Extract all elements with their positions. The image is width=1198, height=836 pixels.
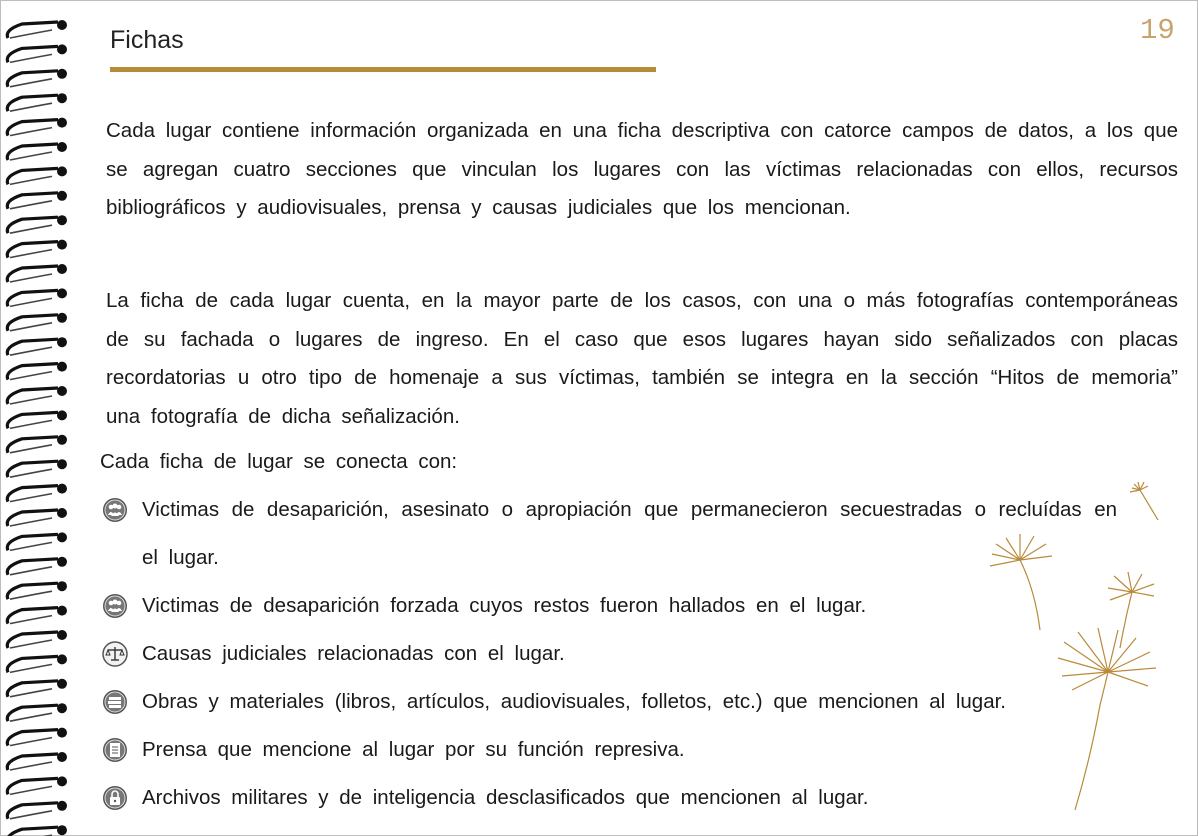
spiral-ring — [7, 728, 67, 746]
spiral-ring — [7, 118, 67, 136]
spiral-ring — [7, 44, 67, 62]
books-icon — [102, 689, 128, 715]
people-icon — [102, 497, 128, 523]
list-item-text: Causas judiciales relacionadas con el lugar. — [142, 642, 565, 665]
spiral-ring — [7, 386, 67, 404]
spiral-ring — [7, 801, 67, 819]
spiral-ring — [7, 508, 67, 526]
spiral-ring — [7, 630, 67, 648]
spiral-binding — [0, 0, 80, 836]
spiral-ring — [7, 752, 67, 770]
spiral-ring — [7, 679, 67, 697]
paragraph-1: Cada lugar contiene información organizada en una ficha descriptiva con catorce campos de datos, a los que se agregan cuatro secciones que vinculan los lugares con las víctimas relacionadas con ellos, recursos bibliográficos y audiovisuales, prensa y causas judiciales que los mencionan. — [106, 119, 1178, 219]
paragraph-2: La ficha de cada lugar cuenta, en la mayor parte de los casos, con una o más fotografías contemporáneas de su fachada o lugares de ingreso. En el caso que esos lugares hayan sido señalizados con placas recordatorias u otro tipo de homenaje a sus víctimas, también se integra en la sección “Hitos de memoria” una fotografía de dicha señalización. — [106, 289, 1178, 428]
scales-icon — [102, 641, 128, 667]
spiral-ring — [7, 240, 67, 258]
list-item-text: Prensa que mencione al lugar por su función represiva. — [142, 738, 685, 761]
spiral-ring — [7, 264, 67, 282]
dandelion-seeds-illustration — [980, 480, 1180, 820]
spiral-ring — [7, 142, 67, 160]
spiral-ring — [7, 313, 67, 331]
list-item-text: Victimas de desaparición, asesinato o apropiación que permanecieron secuestradas o recluídas en el lugar. — [142, 498, 1117, 569]
spiral-ring — [7, 825, 67, 836]
spiral-ring — [7, 532, 67, 550]
list-item-text: Obras y materiales (libros, artículos, audiovisuales, folletos, etc.) que mencionen al lugar. — [142, 690, 1006, 713]
spiral-ring — [7, 362, 67, 380]
spiral-ring — [7, 776, 67, 794]
newspaper-icon — [102, 737, 128, 763]
spiral-ring — [7, 435, 67, 453]
list-intro: Cada ficha de lugar se conecta con: — [100, 450, 458, 473]
spiral-ring — [7, 69, 67, 87]
spiral-ring — [7, 654, 67, 672]
spiral-ring — [7, 410, 67, 428]
spiral-ring — [7, 166, 67, 184]
people-icon — [102, 593, 128, 619]
spiral-ring — [7, 288, 67, 306]
spiral-ring — [7, 484, 67, 502]
spiral-ring — [7, 191, 67, 209]
spiral-ring — [7, 215, 67, 233]
spiral-ring — [7, 581, 67, 599]
spiral-ring — [7, 606, 67, 624]
list-item-text: Victimas de desaparición forzada cuyos restos fueron hallados en el lugar. — [142, 594, 867, 617]
spiral-ring — [7, 337, 67, 355]
list-item-text: Archivos militares y de inteligencia desclasificados que mencionen al lugar. — [142, 786, 869, 809]
lock-folder-icon — [102, 785, 128, 811]
spiral-ring — [7, 459, 67, 477]
spiral-ring — [7, 93, 67, 111]
title-underline — [110, 67, 656, 72]
page-number: 19 — [1140, 14, 1175, 47]
spiral-ring — [7, 20, 67, 38]
page-title: Fichas — [110, 26, 184, 54]
spiral-ring — [7, 703, 67, 721]
spiral-ring — [7, 557, 67, 575]
